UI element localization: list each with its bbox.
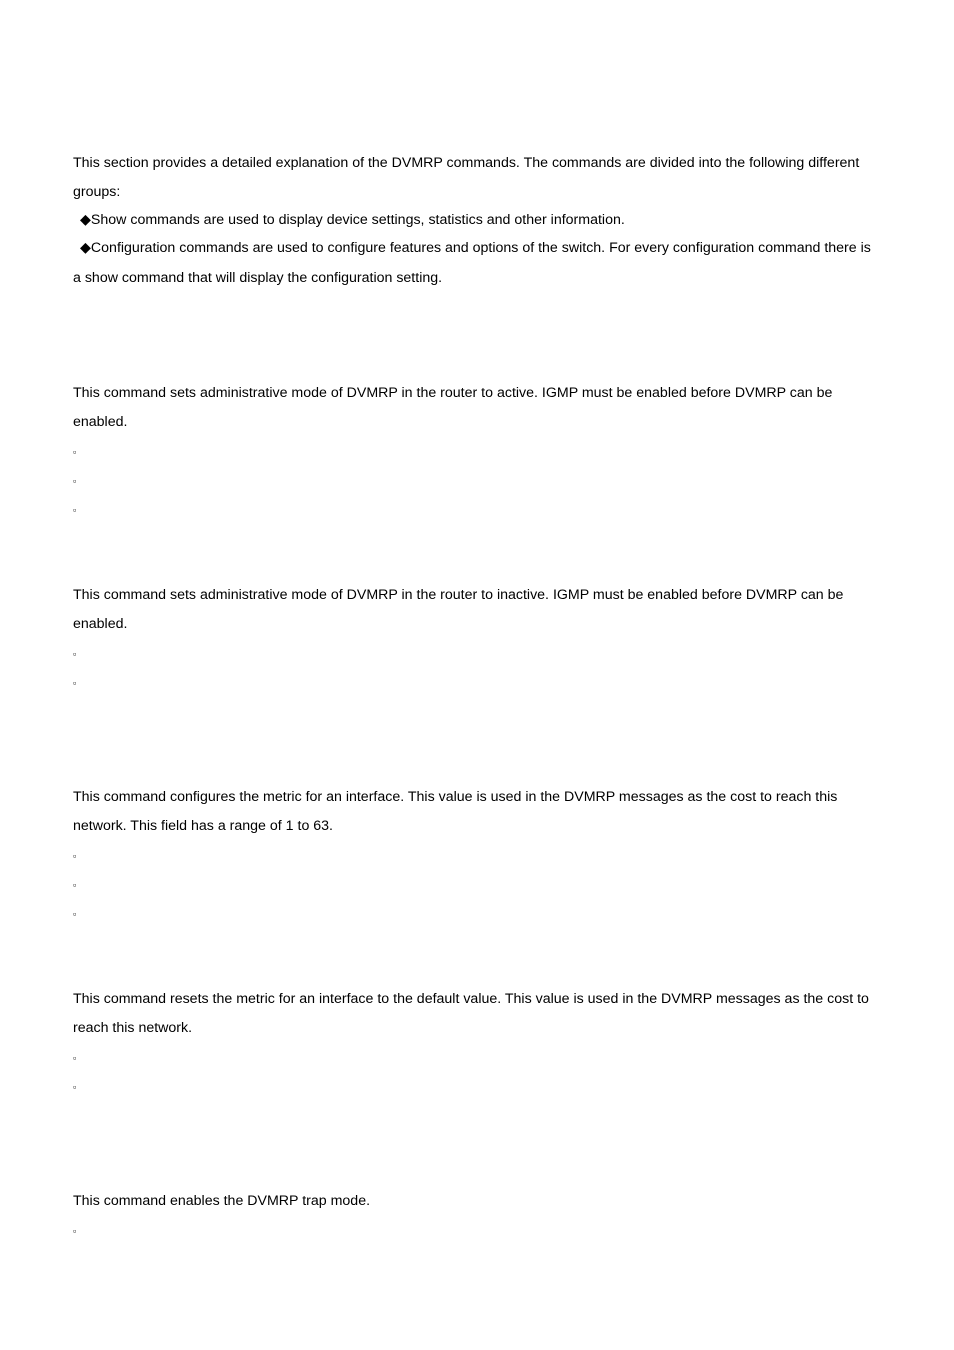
bullet-text: Show commands are used to display device settings, statistics and other information. (90, 212, 625, 228)
command-description-line: This command enables the DVMRP trap mode. (73, 1193, 371, 1209)
intro-paragraph-line-2: groups: (73, 184, 121, 200)
command-description-line: reach this network. (73, 1020, 193, 1036)
command-description-line: This command sets administrative mode of DVMRP in the router to active. IGMP must be enabled before DVMRP can be (73, 385, 833, 401)
bullet-text: Configuration commands are used to configure features and options of the switch. For every configuration command there is (90, 240, 871, 256)
bullet-item-configuration-commands (80, 239, 871, 257)
command-description-line: network. This field has a range of 1 to 63. (73, 818, 333, 834)
placeholder-marker-icon: ▫ (73, 649, 77, 659)
placeholder-marker-icon: ▫ (73, 1053, 77, 1063)
diamond-bullet-icon: ◆ (80, 240, 91, 256)
placeholder-marker-icon: ▫ (73, 678, 77, 688)
placeholder-marker-icon: ▫ (73, 447, 77, 457)
placeholder-marker-icon: ▫ (73, 1082, 77, 1092)
command-description-line: This command configures the metric for an interface. This value is used in the DVMRP messages as the cost to reach this (73, 789, 838, 805)
bullet-text-continuation: a show command that will display the configuration setting. (73, 270, 443, 286)
placeholder-marker-icon: ▫ (73, 1226, 77, 1236)
placeholder-marker-icon: ▫ (73, 505, 77, 515)
command-description-line: This command resets the metric for an interface to the default value. This value is used in the DVMRP messages as the cost to (73, 991, 869, 1007)
bullet-item-show-commands (80, 211, 625, 229)
placeholder-marker-icon: ▫ (73, 476, 77, 486)
diamond-bullet-icon: ◆ (80, 212, 91, 228)
intro-paragraph-line-1: This section provides a detailed explanation of the DVMRP commands. The commands are divided into the following different (73, 155, 860, 171)
command-description-line: This command sets administrative mode of DVMRP in the router to inactive. IGMP must be enabled before DVMRP can be (73, 587, 844, 603)
placeholder-marker-icon: ▫ (73, 851, 77, 861)
command-description-line: enabled. (73, 616, 128, 632)
placeholder-marker-icon: ▫ (73, 909, 77, 919)
command-description-line: enabled. (73, 414, 128, 430)
placeholder-marker-icon: ▫ (73, 880, 77, 890)
